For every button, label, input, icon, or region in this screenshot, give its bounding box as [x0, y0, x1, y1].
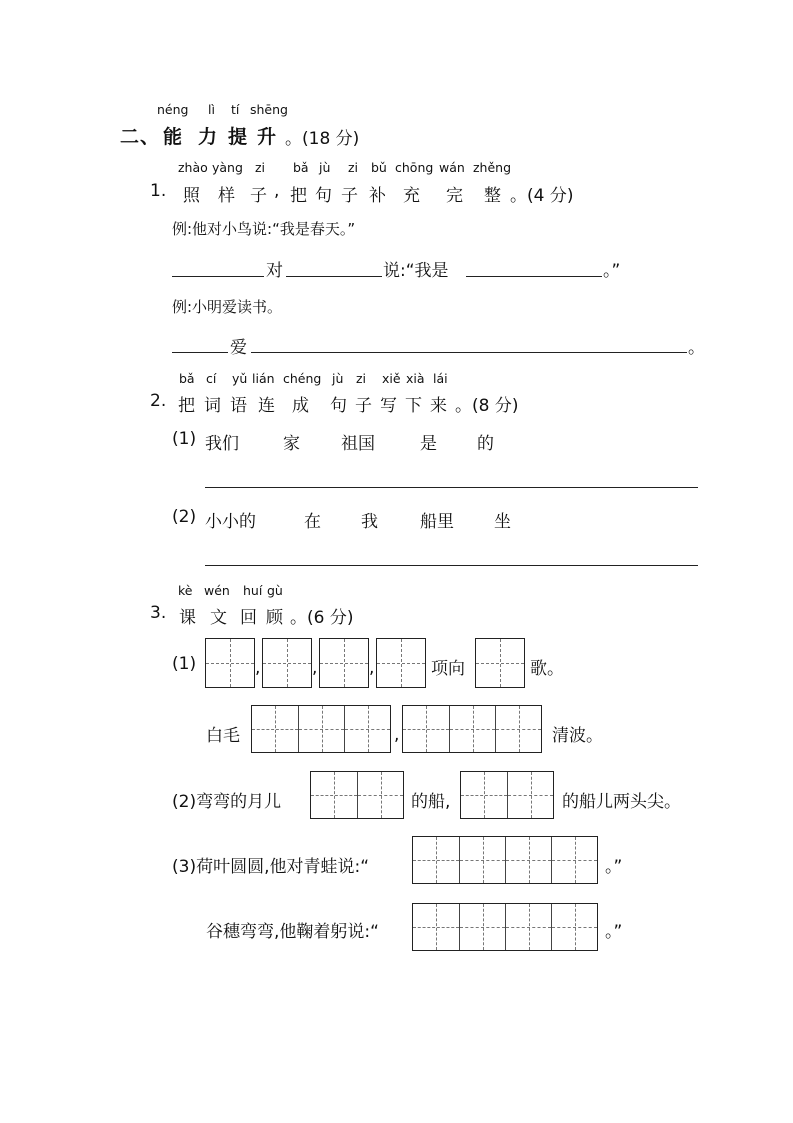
fill-text: 清波。 — [552, 726, 603, 746]
question-number: 3. — [150, 603, 167, 623]
question-score: 。(4 分) — [510, 186, 574, 206]
pinyin: xiě — [382, 371, 401, 386]
word-tile: 坐 — [494, 512, 511, 532]
writing-cell[interactable] — [551, 904, 597, 950]
pinyin: wán — [439, 160, 465, 175]
fill-text: 。” — [603, 261, 621, 281]
title-char: 能 — [163, 126, 184, 148]
writing-cell[interactable] — [505, 837, 551, 883]
tianzige-box[interactable] — [262, 638, 312, 688]
writing-cell[interactable] — [476, 639, 524, 687]
title-char: 句 — [315, 186, 332, 206]
tianzige-box[interactable] — [376, 638, 426, 688]
pinyin: zi — [255, 160, 266, 175]
title-char: 语 — [230, 396, 247, 416]
writing-cell[interactable] — [344, 706, 390, 752]
tianzige-box[interactable] — [475, 638, 525, 688]
answer-blank[interactable] — [251, 352, 687, 353]
pinyin: chōng — [395, 160, 434, 175]
comma: , — [394, 725, 400, 745]
title-char: 样 — [218, 186, 235, 206]
writing-cell[interactable] — [495, 706, 541, 752]
fill-text: 歌。 — [530, 659, 564, 679]
pinyin: shēng — [250, 102, 288, 117]
pinyin: huí — [243, 583, 263, 598]
title-char: 下 — [405, 396, 422, 416]
fill-text: 的船儿两头尖。 — [562, 792, 681, 812]
answer-blank[interactable] — [172, 276, 264, 277]
fill-text: 对 — [266, 261, 283, 281]
word-tile: 我们 — [205, 434, 239, 454]
writing-cell[interactable] — [505, 904, 551, 950]
tianzige-box-row[interactable] — [402, 705, 542, 753]
question-score: 。(6 分) — [290, 608, 354, 628]
section-score: 。(18 分) — [285, 129, 360, 149]
fill-text: 说:“我是 — [383, 261, 449, 281]
pinyin: lái — [433, 371, 448, 386]
fill-text: 。” — [605, 857, 623, 877]
writing-cell[interactable] — [311, 772, 357, 818]
writing-cell[interactable] — [298, 706, 344, 752]
title-char: 力 — [198, 126, 219, 148]
pinyin: lì — [208, 102, 215, 117]
title-char: 升 — [257, 126, 278, 148]
comma: , — [369, 658, 375, 678]
pinyin: yǔ — [232, 371, 248, 386]
writing-cell[interactable] — [459, 904, 505, 950]
writing-cell[interactable] — [449, 706, 495, 752]
title-char: 来 — [430, 396, 447, 416]
writing-cell[interactable] — [206, 639, 254, 687]
question-number: 2. — [150, 391, 167, 411]
answer-line[interactable] — [205, 487, 698, 488]
title-char: 子 — [341, 186, 358, 206]
title-char: 句 — [330, 396, 347, 416]
word-tile: 在 — [304, 512, 321, 532]
writing-cell[interactable] — [357, 772, 403, 818]
comma: , — [255, 658, 261, 678]
pinyin: bǎ — [179, 371, 195, 386]
writing-cell[interactable] — [403, 706, 449, 752]
example-sentence: 例:小明爱读书。 — [172, 298, 283, 316]
answer-blank[interactable] — [466, 276, 602, 277]
writing-cell[interactable] — [320, 639, 368, 687]
answer-blank[interactable] — [172, 352, 228, 353]
pinyin: jù — [319, 160, 331, 175]
fill-text: 的船, — [411, 792, 451, 812]
title-char: 顾 — [266, 608, 283, 628]
writing-cell[interactable] — [551, 837, 597, 883]
writing-cell[interactable] — [377, 639, 425, 687]
word-tile: 祖国 — [341, 434, 375, 454]
example-sentence: 例:他对小鸟说:“我是春天。” — [172, 220, 356, 238]
answer-line[interactable] — [205, 565, 698, 566]
pinyin: zhěng — [473, 160, 512, 175]
title-char: 提 — [228, 126, 249, 148]
writing-cell[interactable] — [252, 706, 298, 752]
title-char: 把 — [290, 186, 307, 206]
word-tile: 是 — [420, 434, 437, 454]
title-char: 整 — [484, 186, 501, 206]
title-char: 把 — [178, 396, 195, 416]
writing-cell[interactable] — [507, 772, 553, 818]
title-char: 充 — [403, 186, 420, 206]
word-tile: 的 — [477, 434, 494, 454]
pinyin: cí — [206, 371, 217, 386]
title-char: 照 — [183, 186, 200, 206]
fill-text: (3)荷叶圆圆,他对青蛙说:“ — [172, 857, 370, 877]
pinyin: yàng — [212, 160, 243, 175]
word-tile: 我 — [361, 512, 378, 532]
tianzige-box[interactable] — [205, 638, 255, 688]
tianzige-box-row[interactable] — [460, 771, 554, 819]
writing-cell[interactable] — [263, 639, 311, 687]
fill-text: 白毛 — [206, 726, 240, 746]
item-label: (1) — [172, 654, 197, 674]
title-char: 完 — [446, 186, 463, 206]
writing-cell[interactable] — [459, 837, 505, 883]
pinyin: néng — [157, 102, 189, 117]
tianzige-box-row[interactable] — [412, 903, 598, 951]
item-label: (2) — [172, 507, 197, 527]
pinyin: bǔ — [371, 160, 387, 175]
pinyin: zi — [348, 160, 359, 175]
pinyin: chéng — [283, 371, 322, 386]
title-char: 课 — [179, 608, 196, 628]
fill-text: 爱 — [230, 338, 247, 358]
fill-text: 。 — [688, 338, 705, 358]
word-tile: 船里 — [420, 512, 454, 532]
question-score: 。(8 分) — [455, 396, 519, 416]
fill-text: (2)弯弯的月儿 — [172, 792, 282, 812]
tianzige-box[interactable] — [319, 638, 369, 688]
writing-cell[interactable] — [413, 904, 459, 950]
pinyin: kè — [178, 583, 193, 598]
question-number: 1. — [150, 181, 167, 201]
pinyin: jù — [332, 371, 344, 386]
writing-cell[interactable] — [461, 772, 507, 818]
fill-text: 项向 — [431, 659, 465, 679]
title-char: 词 — [204, 396, 221, 416]
pinyin: lián — [252, 371, 275, 386]
word-tile: 小小的 — [205, 512, 256, 532]
title-char: 连 — [258, 396, 275, 416]
title-char: 文 — [210, 608, 227, 628]
tianzige-box-row[interactable] — [310, 771, 404, 819]
title-char: 子 — [250, 186, 267, 206]
pinyin: zi — [356, 371, 367, 386]
fill-text: 谷穗弯弯,他鞠着躬说:“ — [206, 922, 379, 942]
tianzige-box-row[interactable] — [251, 705, 391, 753]
writing-cell[interactable] — [413, 837, 459, 883]
pinyin: gù — [267, 583, 283, 598]
pinyin: wén — [204, 583, 230, 598]
title-char: 成 — [292, 396, 309, 416]
title-char: 子 — [355, 396, 372, 416]
title-char: , — [274, 181, 280, 201]
title-char: 回 — [240, 608, 257, 628]
item-label: (1) — [172, 429, 197, 449]
pinyin: bǎ — [293, 160, 309, 175]
answer-blank[interactable] — [286, 276, 382, 277]
title-char: 补 — [369, 186, 386, 206]
comma: , — [312, 658, 318, 678]
title-char: 写 — [380, 396, 397, 416]
fill-text: 。” — [605, 922, 623, 942]
tianzige-box-row[interactable] — [412, 836, 598, 884]
section-title-prefix: 二、 — [120, 126, 161, 148]
pinyin: zhào — [178, 160, 208, 175]
pinyin: tí — [231, 102, 240, 117]
pinyin: xià — [406, 371, 425, 386]
word-tile: 家 — [283, 434, 300, 454]
